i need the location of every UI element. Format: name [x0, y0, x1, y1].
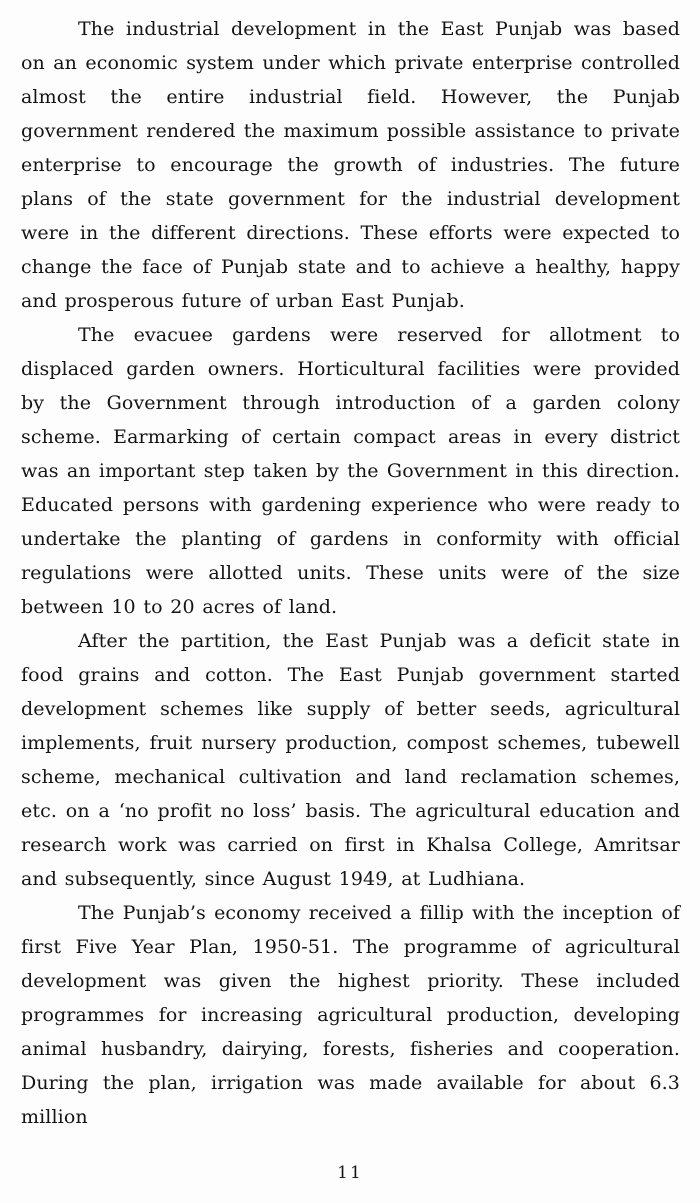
- paragraph-after-partition: After the partition, the East Punjab was a deficit state in food grains and cotton. The East Punjab government started development schemes like supply of better seeds, agricultural implements, fruit nursery production, compost schemes, tubewell scheme, mechanical cultivation and land reclamation schemes, etc. on a ‘no profit no loss’ basis. The agricultural education and research work was carried on first in Khalsa College, Amritsar and subsequently, since August 1949, at Ludhiana.: [21, 630, 680, 890]
- page-number: 11: [337, 1163, 363, 1183]
- paragraph-industrial-development: The industrial development in the East Punjab was based on an economic system under which private enterprise controlled almost the entire industrial field. However, the Punjab government rendered the maximum possible assistance to private enterprise to encourage the growth of industries. The future plans of the state government for the industrial development were in the different directions. These efforts were expected to change the face of Punjab state and to achieve a healthy, happy and prosperous future of urban East Punjab.: [21, 18, 680, 312]
- body-text: [21, 12, 680, 1134]
- paragraph-punjab-economy: The Punjab’s economy received a fillip with the inception of first Five Year Plan, 1950-51. The programme of agricultural development was given the highest priority. These included programmes for increasing agricultural production, developing animal husbandry, dairying, forests, fisheries and cooperation. During the plan, irrigation was made available for about 6.3 million: [21, 902, 680, 1128]
- paragraph-evacuee-gardens: The evacuee gardens were reserved for allotment to displaced garden owners. Horticultural facilities were provided by the Government through introduction of a garden colony scheme. Earmarking of certain compact areas in every district was an important step taken by the Government in this direction. Educated persons with gardening experience who were ready to undertake the planting of gardens in conformity with official regulations were allotted units. These units were of the size between 10 to 20 acres of land.: [21, 324, 680, 618]
